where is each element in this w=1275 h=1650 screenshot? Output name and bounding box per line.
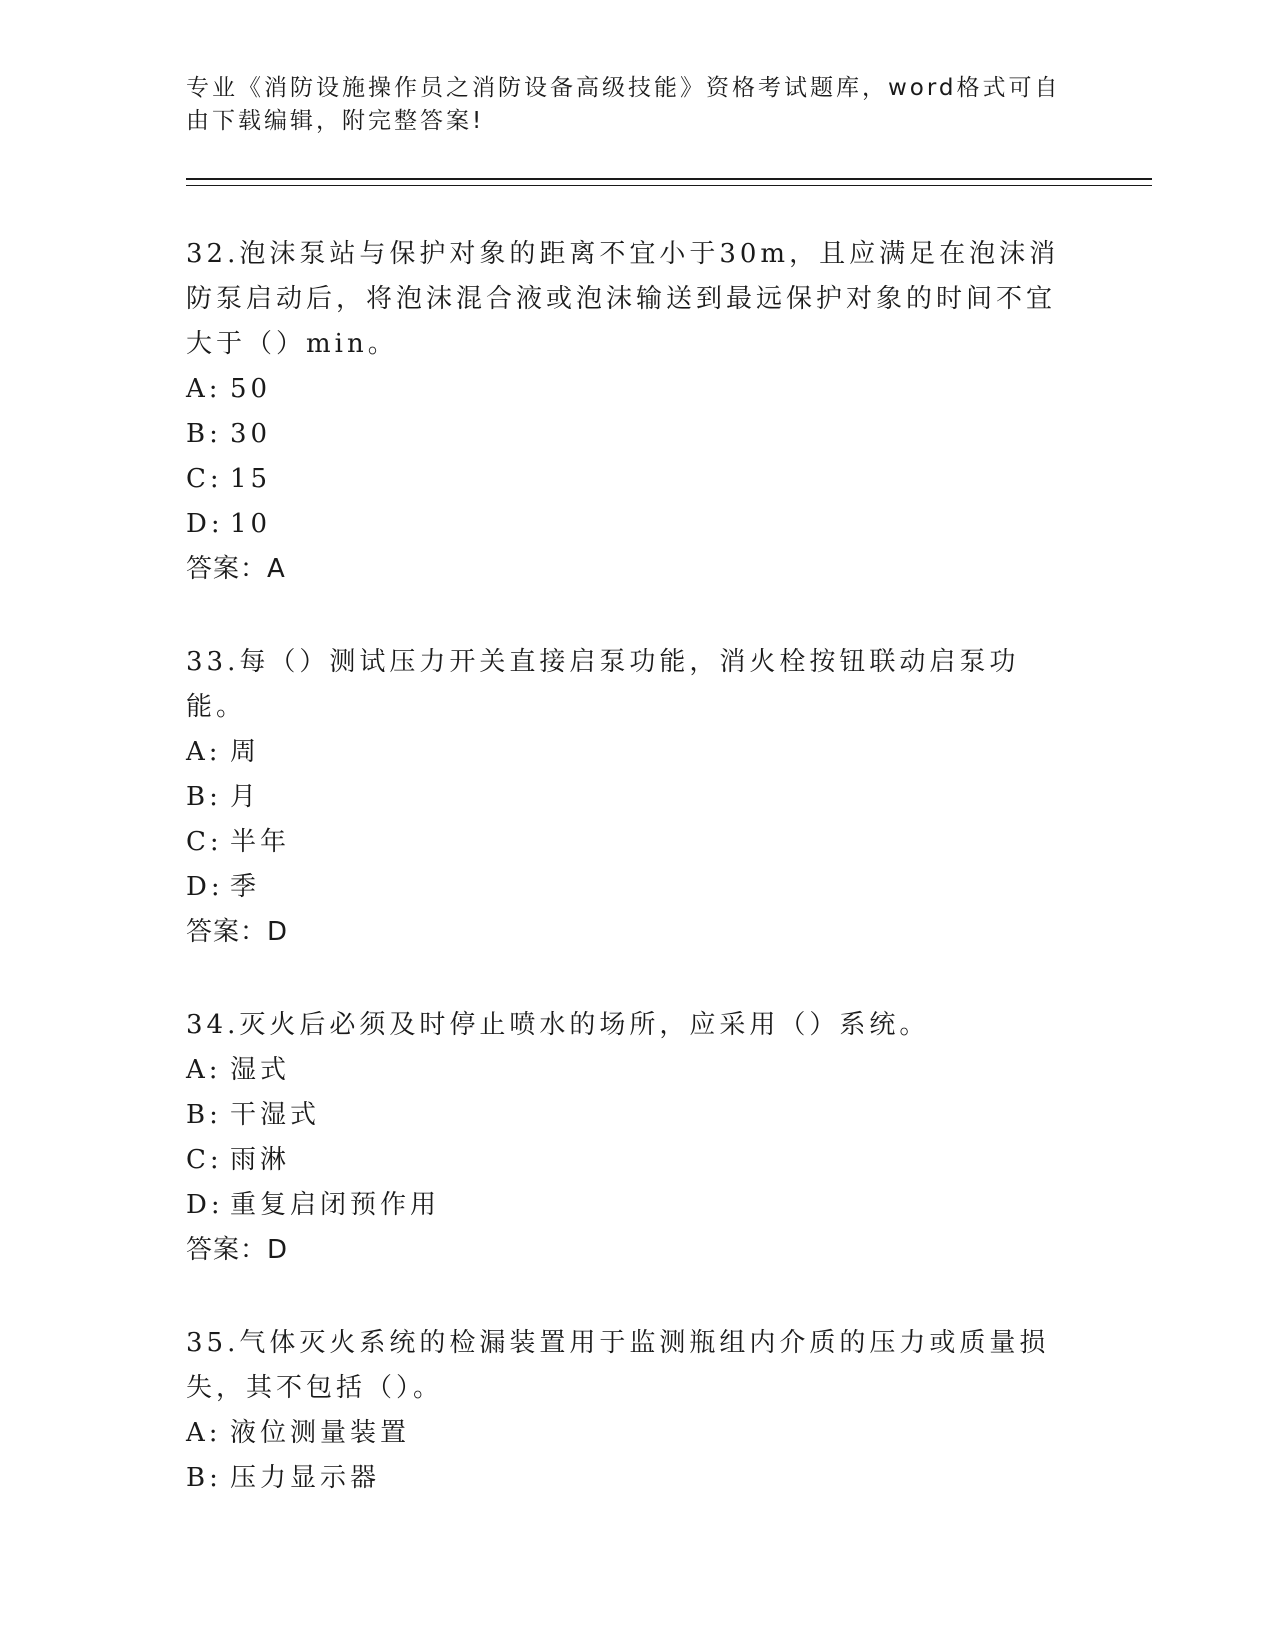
option-value: 半年 (230, 827, 291, 857)
option-value: 液位测量装置 (230, 1418, 411, 1448)
answer-line: 答案：A (186, 554, 286, 584)
option-value: 湿式 (230, 1055, 291, 1085)
option-a (186, 1411, 1086, 1456)
question-32 (186, 232, 1086, 592)
question-text: 34.灭火后必须及时停止喷水的场所，应采用（）系统。 (186, 1010, 930, 1040)
option-letter: C: (186, 1145, 223, 1175)
option-a (186, 1048, 1086, 1093)
option-letter: D: (186, 509, 224, 539)
option-letter: A: (186, 1418, 222, 1448)
question-text: 33.每（）测试压力开关直接启泵功能，消火栓按钮联动启泵功能。 (186, 647, 1020, 722)
question-34 (186, 1003, 1086, 1273)
option-letter: C: (186, 827, 223, 857)
option-value: 30 (230, 419, 272, 449)
option-letter: A: (186, 1055, 222, 1085)
option-value: 周 (230, 737, 261, 767)
option-value: 重复启闭预作用 (230, 1190, 441, 1220)
option-letter: C: (186, 464, 223, 494)
option-value: 50 (230, 374, 272, 404)
document-header: 专业《消防设施操作员之消防设备高级技能》资格考试题库，word格式可自由下载编辑，附完整答案! (186, 75, 1061, 134)
option-letter: D: (186, 872, 224, 902)
option-letter: D: (186, 1190, 224, 1220)
option-a (186, 367, 1086, 412)
option-letter: B: (186, 782, 222, 812)
option-value: 雨淋 (230, 1145, 291, 1175)
option-letter: B: (186, 1463, 222, 1493)
option-c (186, 820, 1086, 865)
header-divider (186, 178, 1152, 186)
answer-line: 答案：D (186, 917, 289, 947)
option-value: 月 (230, 782, 261, 812)
option-value: 压力显示器 (230, 1463, 381, 1493)
option-b (186, 412, 1086, 457)
option-c (186, 1138, 1086, 1183)
option-value: 干湿式 (230, 1100, 321, 1130)
option-letter: A: (186, 374, 222, 404)
option-b (186, 1093, 1086, 1138)
option-letter: A: (186, 737, 222, 767)
question-text: 35.气体灭火系统的检漏装置用于监测瓶组内介质的压力或质量损失，其不包括（）。 (186, 1328, 1050, 1403)
option-letter: B: (186, 1100, 222, 1130)
option-d (186, 1183, 1086, 1228)
option-letter: B: (186, 419, 222, 449)
option-value: 15 (230, 464, 272, 494)
option-value: 10 (230, 509, 272, 539)
option-d (186, 502, 1086, 547)
question-35 (186, 1321, 1086, 1501)
option-c (186, 457, 1086, 502)
option-b (186, 775, 1086, 820)
question-text: 32.泡沫泵站与保护对象的距离不宜小于30m，且应满足在泡沫消防泵启动后，将泡沫混合液或泡沫输送到最远保护对象的时间不宜大于（）min。 (186, 239, 1060, 359)
option-value: 季 (230, 872, 261, 902)
answer-line: 答案：D (186, 1235, 289, 1265)
option-d (186, 865, 1086, 910)
question-list (186, 232, 1086, 1549)
option-b (186, 1456, 1086, 1501)
question-33 (186, 640, 1086, 955)
option-a (186, 730, 1086, 775)
